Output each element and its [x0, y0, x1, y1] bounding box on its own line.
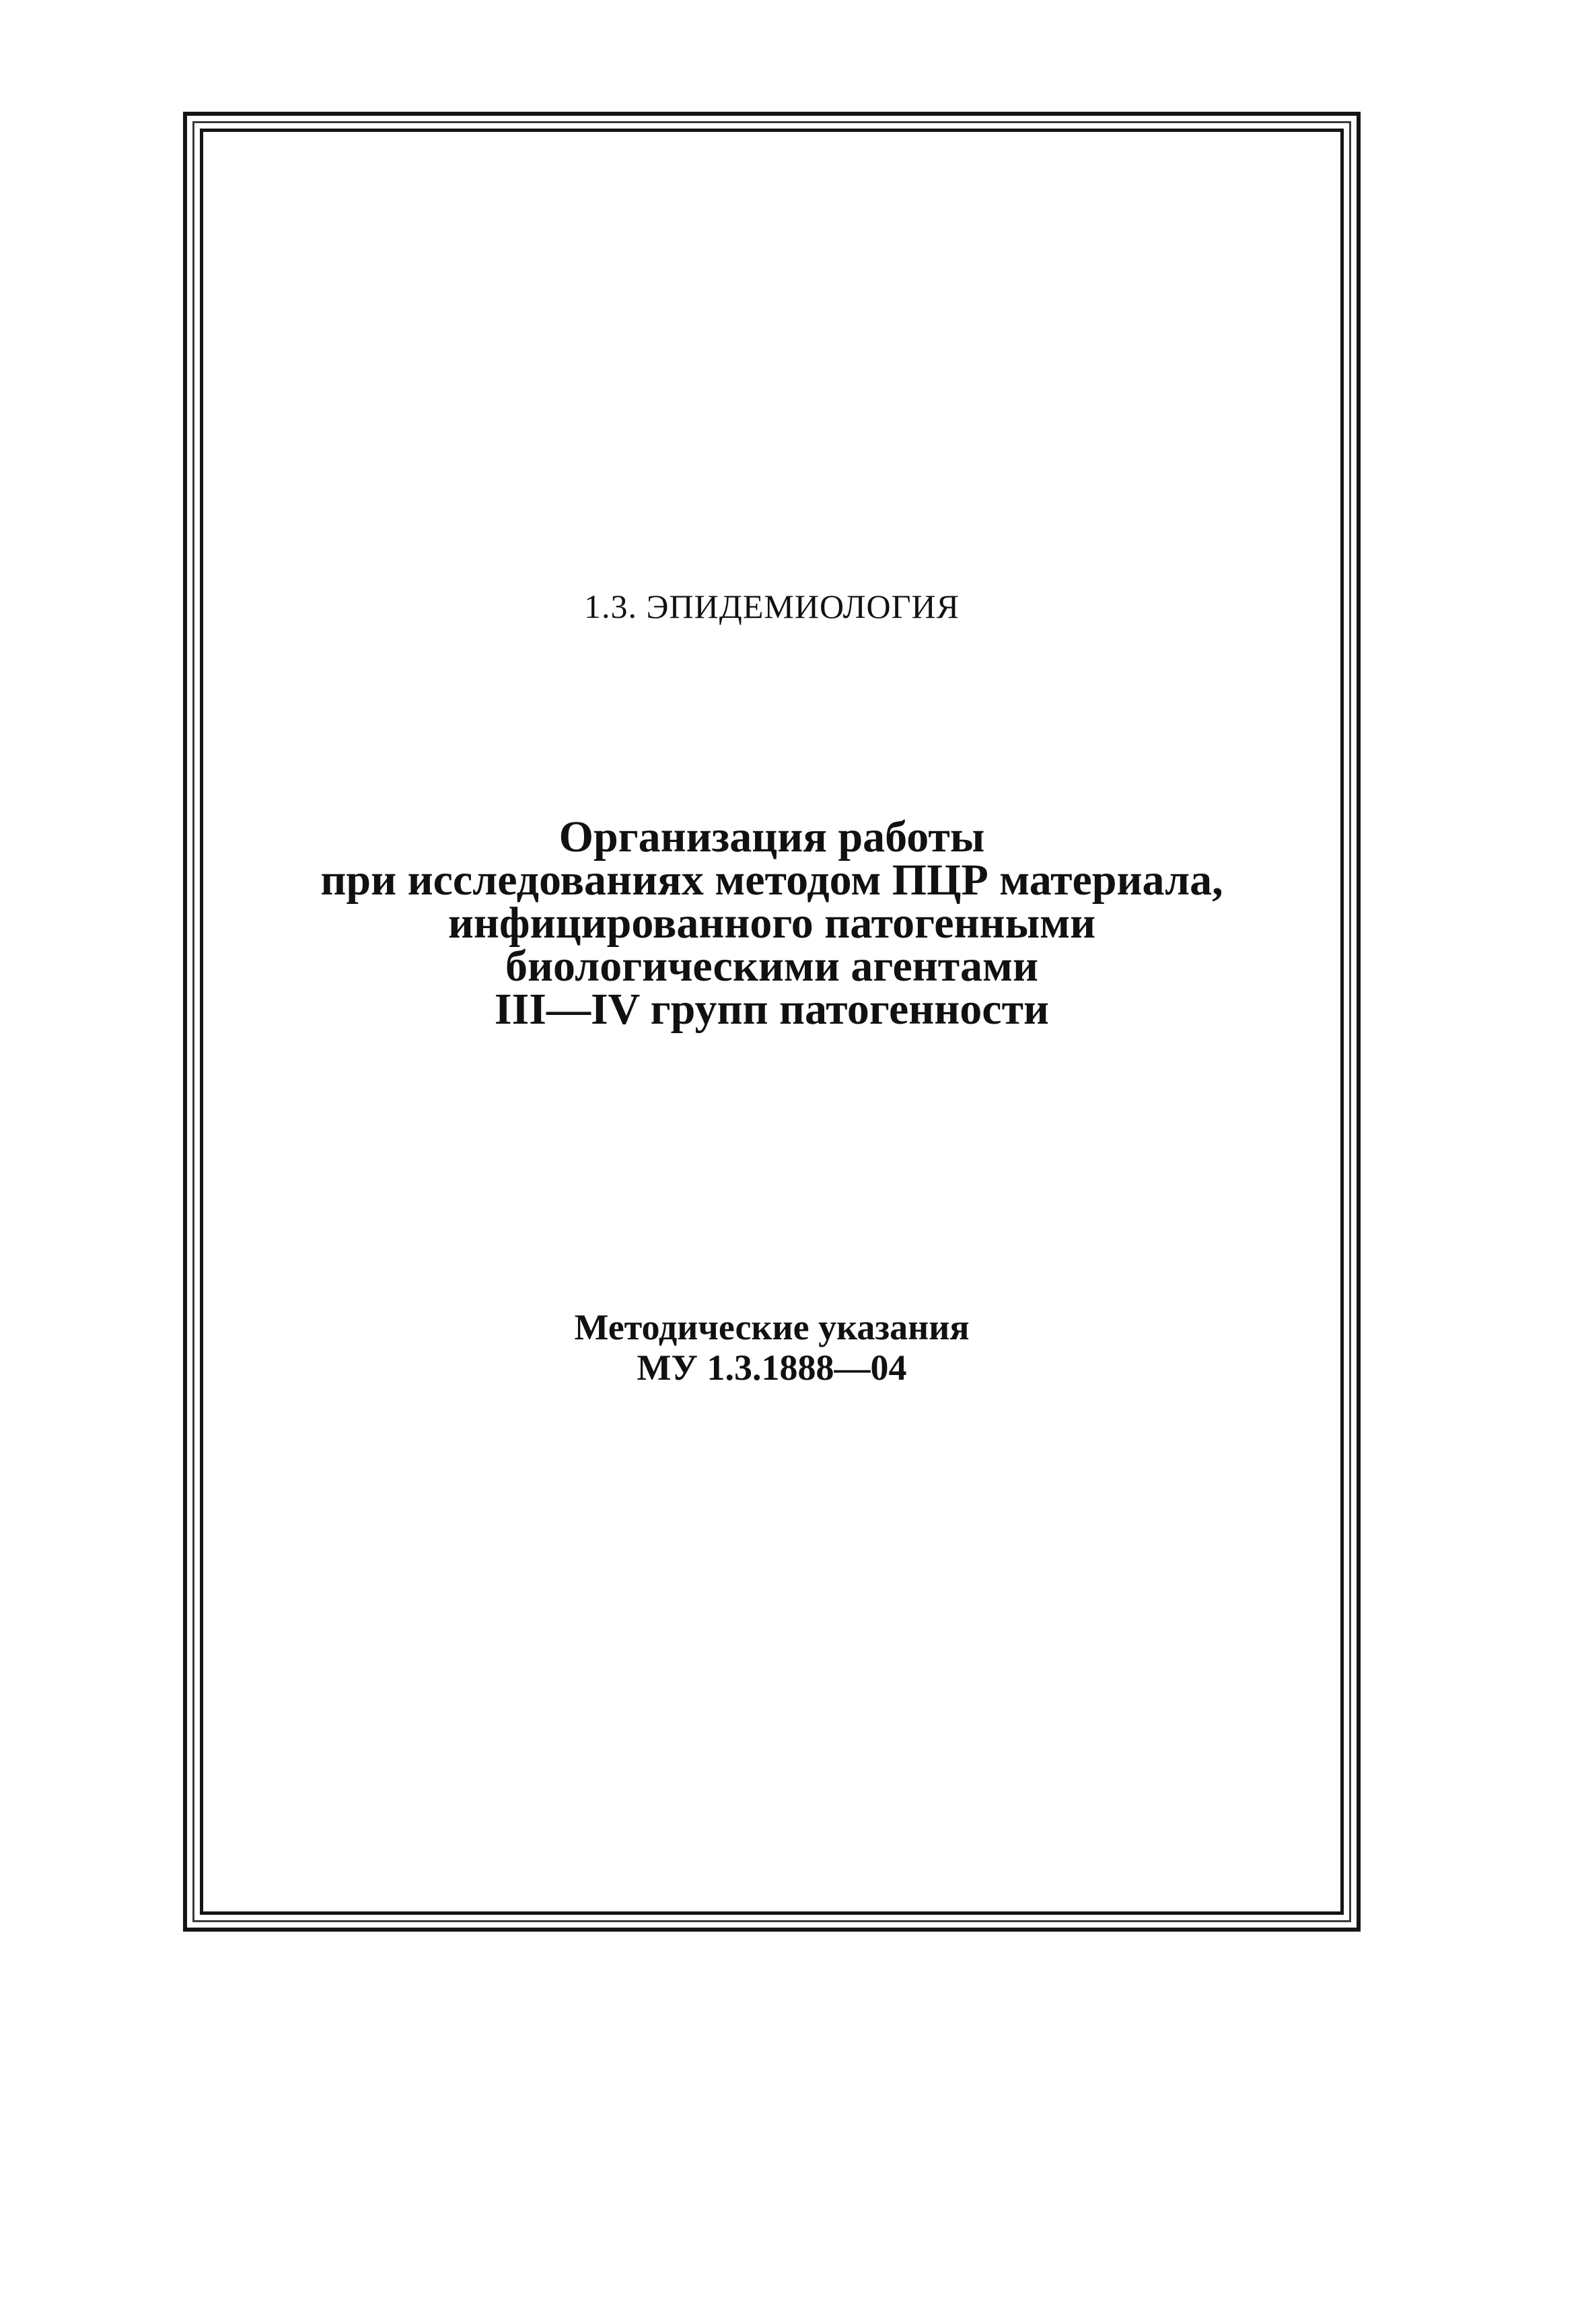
document-type: Методические указания [574, 1307, 970, 1347]
document-code: МУ 1.3.1888—04 [637, 1347, 907, 1388]
document-designation [187, 1307, 1357, 1388]
title-line: инфицированного патогенными [447, 899, 1096, 948]
page-border-frame [183, 112, 1361, 1932]
title-line: при исследованиях методом ПЦР материала, [320, 855, 1223, 905]
document-title [187, 812, 1357, 1034]
title-line: Организация работы [558, 812, 985, 861]
title-line: III—IV групп патогенности [494, 985, 1050, 1034]
title-line: биологическими агентами [505, 942, 1038, 991]
section-heading: 1.3. ЭПИДЕМИОЛОГИЯ [584, 588, 960, 625]
